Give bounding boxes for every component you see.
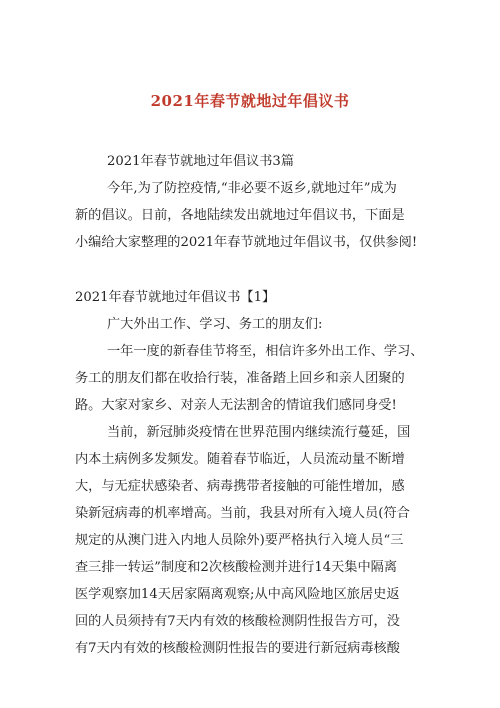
- body-line: 染新冠病毒的机率增高。当前，我县对所有入境人员(符合: [75, 506, 410, 521]
- subtitle-line: 2021年春节就地过年倡议书3篇: [107, 154, 295, 169]
- body-line: 内本土病例多发频发。随着春节临近，人员流动量不断增: [75, 452, 405, 467]
- intro-line: 今年,为了防控疫情,“非必要不返乡,就地过年”成为: [107, 181, 397, 196]
- body-line: 规定的从澳门进入内地人员除外)要严格执行入境人员“三: [75, 533, 404, 548]
- body-line: 医学观察加14天居家隔离观察;从中高风险地区旅居史返: [75, 587, 400, 602]
- intro-line: 新的倡议。日前，各地陆续发出就地过年倡议书，下面是: [75, 208, 405, 223]
- body-line: 一年一度的新春佳节将至，相信许多外出工作、学习、: [107, 344, 424, 359]
- body-line: 查三排一转运”制度和2次核酸检测并进行14天集中隔离: [75, 560, 398, 575]
- section-heading: 2021年春节就地过年倡议书【1】: [75, 290, 276, 305]
- body-line: 当前，新冠肺炎疫情在世界范围内继续流行蔓延，国: [107, 425, 411, 440]
- document-title: 2021年春节就地过年倡议书: [150, 92, 350, 110]
- body-line: 回的人员须持有7天内有效的核酸检测阴性报告方可，没: [75, 614, 400, 629]
- body-line: 路。大家对家乡、对亲人无法割舍的情谊我们感同身受!: [75, 398, 397, 413]
- intro-line: 小编给大家整理的2021年春节就地过年倡议书，仅供参阅!: [75, 235, 418, 250]
- body-line: 务工的朋友们都在收拾行装，准备踏上回乡和亲人团聚的: [75, 371, 405, 386]
- salutation-line: 广大外出工作、学习、务工的朋友们:: [107, 317, 323, 332]
- body-line: 有7天内有效的核酸检测阴性报告的要进行新冠病毒核酸: [75, 641, 400, 656]
- body-line: 大，与无症状感染者、病毒携带者接触的可能性增加，感: [75, 479, 405, 494]
